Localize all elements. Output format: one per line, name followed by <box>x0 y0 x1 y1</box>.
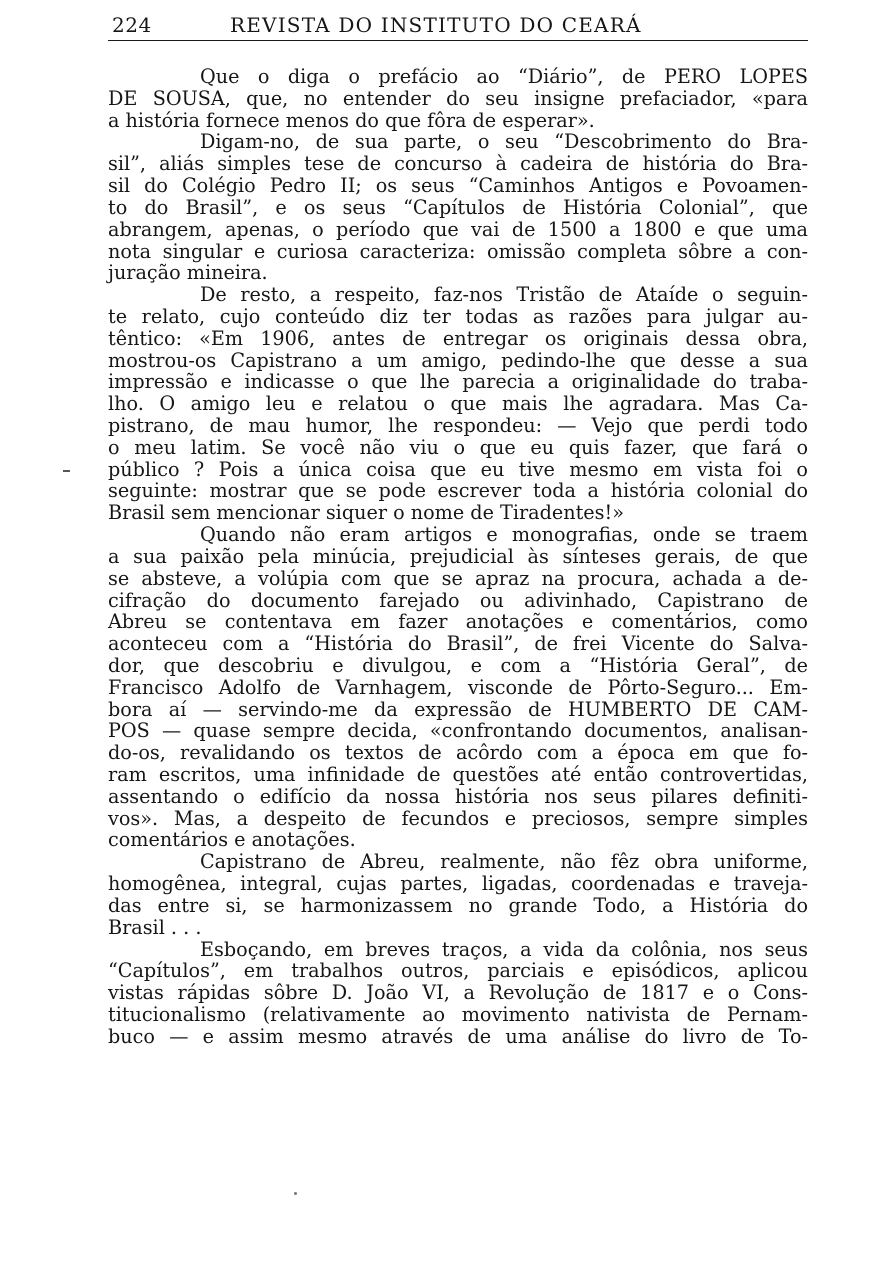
text-line: cifração do documento farejado ou adivinhado, Capistrano de <box>108 588 808 612</box>
text-line: sil do Colégio Pedro II; os seus “Caminhos Antigos e Povoamen- <box>108 174 808 198</box>
text-line: to do Brasil”, e os seus “Capítulos de História Colonial”, que <box>108 195 808 219</box>
text-line: abrangem, apenas, o período que vai de 1500 a 1800 e que uma <box>108 217 808 241</box>
text-line: das entre si, se harmonizassem no grande Todo, a História do <box>108 893 808 917</box>
text-line: homogênea, integral, cujas partes, ligadas, coordenadas e traveja- <box>108 872 808 896</box>
text-line: “Capítulos”, em trabalhos outros, parciais e episódicos, aplicou <box>108 959 808 983</box>
paragraph <box>108 524 808 851</box>
text-line: impressão e indicasse o que lhe parecia a originalidade do traba- <box>108 370 808 394</box>
text-line: Digam-no, de sua parte, o seu “Descobrimento do Bra- <box>200 130 808 154</box>
text-line: aconteceu com a “História do Brasil”, de frei Vicente do Salva- <box>108 632 808 656</box>
text-line: vistas rápidas sôbre D. João VI, a Revolução de 1817 e o Cons- <box>108 981 808 1005</box>
text-line: bora aí — servindo-me da expressão de HUMBERTO DE CAM- <box>108 697 808 721</box>
text-line: nota singular e curiosa caracteriza: omissão completa sôbre a con- <box>108 239 808 263</box>
text-line: têntico: «Em 1906, antes de entregar os originais dessa obra, <box>108 326 808 350</box>
page-number: 224 <box>112 13 152 37</box>
text-line: POS — quase sempre decida, «confrontando documentos, analisan- <box>108 719 808 743</box>
text-line: dor, que descobriu e divulgou, e com a “História Geral”, de <box>108 653 808 677</box>
text-line: público ? Pois a única coisa que eu tive mesmo em vista foi o <box>108 457 808 481</box>
text-line: Francisco Adolfo de Varnhagem, visconde de Pôrto-Seguro... Em- <box>108 675 808 699</box>
paragraph <box>108 284 808 524</box>
text-line: juração mineira. <box>108 261 268 285</box>
text-line: do-os, revalidando os textos de acôrdo com a época em que fo- <box>108 741 808 765</box>
paragraph <box>108 851 808 938</box>
text-line: sil”, aliás simples tese de concurso à cadeira de história do Bra- <box>108 152 808 176</box>
text-line: Capistrano de Abreu, realmente, não fêz obra uniforme, <box>200 850 808 874</box>
text-line: se absteve, a volúpia com que se apraz na procura, achada a de- <box>108 566 808 590</box>
text-line: assentando o edifício da nossa história nos seus pilares definiti- <box>108 784 808 808</box>
paragraph <box>108 66 808 131</box>
text-line: Que o diga o prefácio ao “Diário”, de PERO LOPES <box>200 65 808 88</box>
running-header <box>108 6 808 41</box>
print-speck <box>294 1192 297 1195</box>
text-line: a história fornece menos do que fôra de esperar». <box>108 108 595 132</box>
running-title: REVISTA DO INSTITUTO DO CEARÁ <box>230 13 642 37</box>
body-text <box>108 66 808 1048</box>
text-line: Brasil . . . <box>108 915 202 939</box>
paragraph <box>108 131 808 284</box>
text-line: seguinte: mostrar que se pode escrever toda a história colonial do <box>108 479 808 503</box>
text-line: titucionalismo (relativamente ao movimento nativista de Pernam- <box>108 1002 808 1026</box>
text-line: lho. O amigo leu e relatou o que mais lhe agradara. Mas Ca- <box>108 392 808 416</box>
paragraph <box>108 939 808 1048</box>
text-line: De resto, a respeito, faz-nos Tristão de Ataíde o seguin- <box>200 283 808 307</box>
text-line: comentários e anotações. <box>108 828 356 852</box>
text-line: buco — e assim mesmo através de uma análise do livro de To- <box>108 1024 808 1048</box>
margin-mark <box>63 470 70 472</box>
text-line: vos». Mas, a despeito de fecundos e preciosos, sempre simples <box>108 806 808 830</box>
text-line: mostrou-os Capistrano a um amigo, pedindo-lhe que desse a sua <box>108 348 808 372</box>
text-line: DE SOUSA, que, no entender do seu insigne prefaciador, «para <box>108 86 808 110</box>
text-line: Quando não eram artigos e monografias, onde se traem <box>200 523 808 547</box>
text-line: ram escritos, uma infinidade de questões até então controvertidas, <box>108 763 808 786</box>
text-line: Brasil sem mencionar siquer o nome de Tiradentes!» <box>108 501 624 525</box>
text-line: te relato, cujo conteúdo diz ter todas as razões para julgar au- <box>108 304 808 328</box>
text-line: o meu latim. Se você não viu o que eu quis fazer, que fará o <box>108 435 808 459</box>
text-line: a sua paixão pela minúcia, prejudicial às sínteses gerais, de que <box>108 544 808 568</box>
text-line: Esboçando, em breves traços, a vida da colônia, nos seus <box>200 937 808 961</box>
text-line: Abreu se contentava em fazer anotações e comentários, como <box>108 610 808 634</box>
text-line: pistrano, de mau humor, lhe respondeu: — Vejo que perdi todo <box>108 414 808 437</box>
